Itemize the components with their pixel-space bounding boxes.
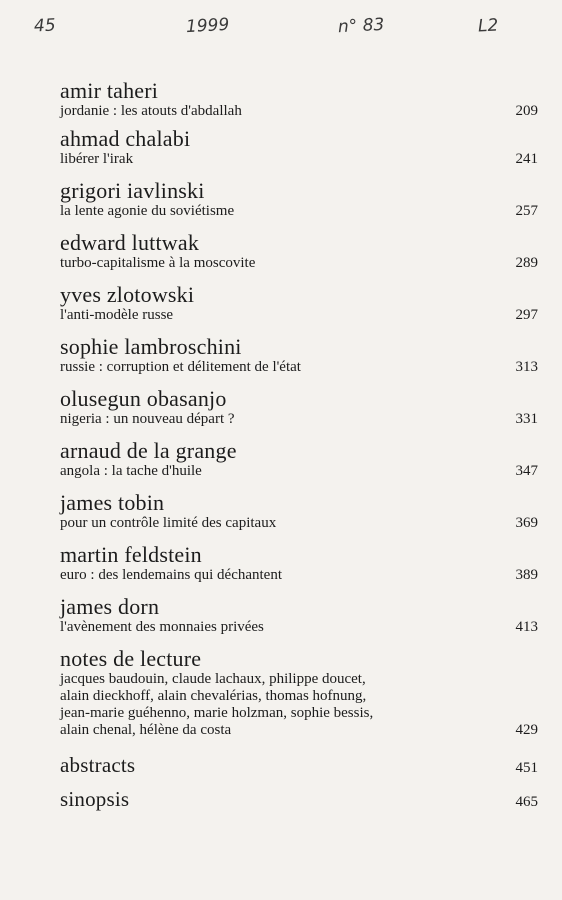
notes-authors-line: alain dieckhoff, alain chevalérias, thomas hofnung, [60,688,367,704]
entry-page: 257 [515,203,538,219]
toc-entry [60,179,538,220]
notes-authors-line: alain chenal, hélène da costa [60,722,232,738]
entry-author: james tobin [60,490,165,515]
entry-title: russie : corruption et délitement de l'état [60,359,301,375]
sinopsis-label: sinopsis [60,787,130,811]
entry-title: angola : la tache d'huile [60,463,202,479]
abstracts-label: abstracts [60,753,136,777]
entry-author: martin feldstein [60,542,202,567]
entry-title: l'anti-modèle russe [60,307,174,323]
entry-page: 429 [515,722,538,738]
notes-heading: notes de lecture [60,646,202,671]
entry-author: grigori iavlinski [60,178,205,203]
entry-title: euro : des lendemains qui déchantent [60,567,283,583]
toc-entry [60,127,538,168]
entry-title: libérer l'irak [60,151,134,167]
toc-entry [60,491,538,532]
entry-page: 241 [515,151,538,167]
handwritten-note-right: L2 [477,15,499,37]
entry-title: jordanie : les atouts d'abdallah [60,103,242,119]
toc-entry [60,79,538,120]
entry-page: 297 [515,307,538,323]
handwritten-issue: n° 83 [337,14,385,38]
entry-author: sophie lambroschini [60,334,242,359]
entry-page: 209 [515,103,538,119]
entry-page: 347 [515,463,538,479]
notes-authors-line: jacques baudouin, claude lachaux, philippe doucet, [60,671,366,687]
entry-page: 451 [515,760,538,776]
entry-page: 465 [515,794,538,810]
table-of-contents [60,79,538,811]
toc-entry [60,387,538,428]
entry-author: amir taheri [60,78,159,103]
entry-title: pour un contrôle limité des capitaux [60,515,277,531]
entry-title: nigeria : un nouveau départ ? [60,411,235,427]
entry-author: james dorn [60,594,160,619]
toc-entry [60,439,538,480]
toc-entry-sinopsis [60,787,538,811]
toc-entry [60,595,538,636]
entry-page: 289 [515,255,538,271]
toc-entry [60,283,538,324]
entry-page: 331 [515,411,538,427]
toc-entry [60,231,538,272]
toc-entry-notes [60,647,538,739]
entry-title: turbo-capitalisme à la moscovite [60,255,256,271]
entry-author: olusegun obasanjo [60,386,227,411]
entry-author: yves zlotowski [60,282,195,307]
entry-title: la lente agonie du soviétisme [60,203,235,219]
notes-authors-line: jean-marie guéhenno, marie holzman, sophie bessis, [60,705,374,721]
toc-entry [60,335,538,376]
entry-author: arnaud de la grange [60,438,237,463]
entry-page: 369 [515,515,538,531]
entry-author: ahmad chalabi [60,126,191,151]
entry-page: 413 [515,619,538,635]
entry-title: l'avènement des monnaies privées [60,619,264,635]
entry-page: 313 [515,359,538,375]
handwritten-year: 1999 [185,14,230,38]
entry-page: 389 [515,567,538,583]
entry-author: edward luttwak [60,230,200,255]
toc-entry-abstracts [60,753,538,777]
handwritten-note-left: 45 [33,15,57,37]
toc-entry [60,543,538,584]
